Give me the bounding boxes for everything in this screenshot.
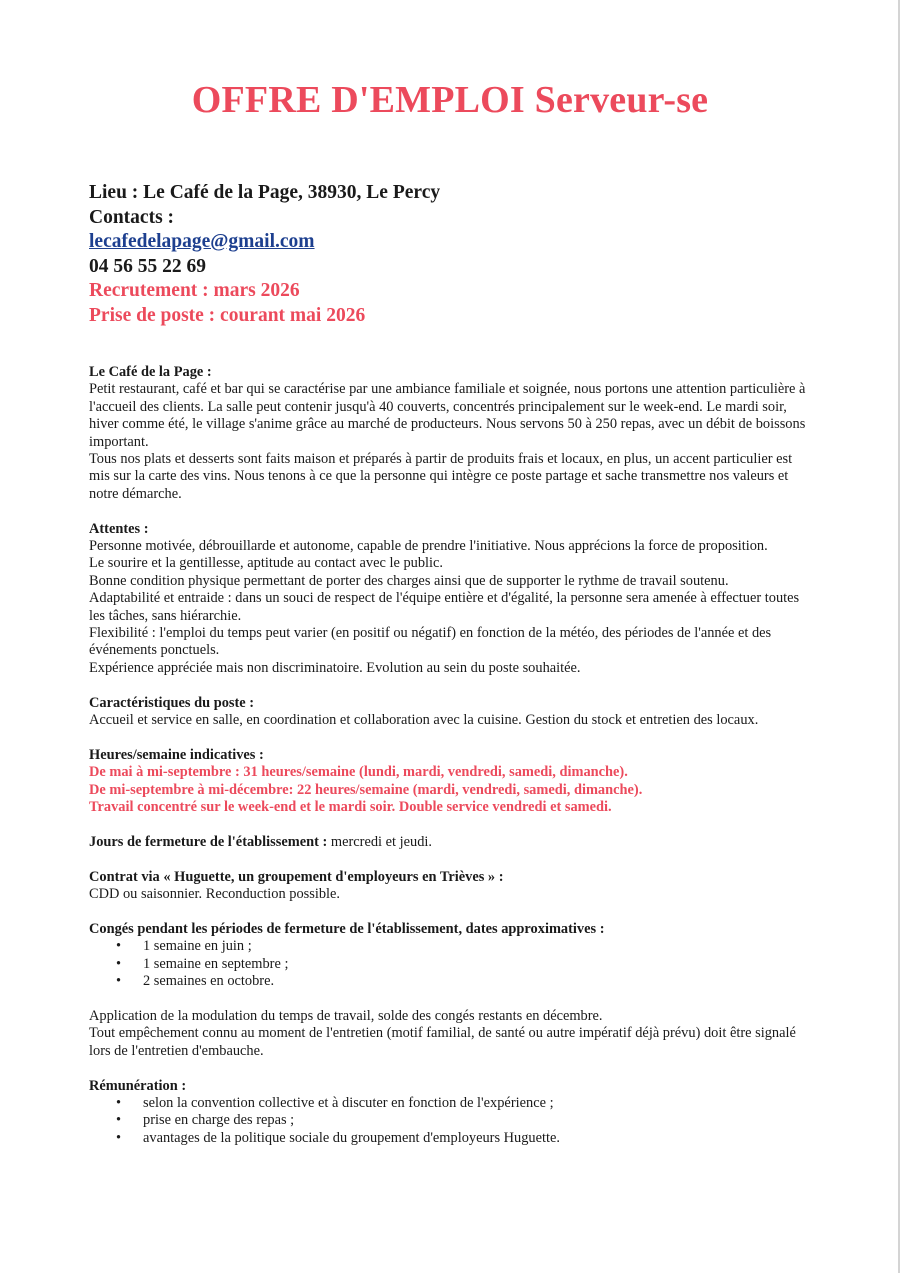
- contacts-label: Contacts :: [89, 206, 175, 228]
- heures-line: De mi-septembre à mi-décembre: 22 heures/semaine (mardi, vendredi, samedi, dimanche).: [89, 781, 643, 798]
- remuneration-heading: Rémunération :: [89, 1077, 187, 1094]
- cafe-paragraph-1: Petit restaurant, café et bar qui se caractérise par une ambiance familiale et soignée, nous portons une attention particulière à l'accueil des clients. La salle peut contenir jusqu'à 40 couverts, concentrés principalement sur le week-end. Le mardi soir, hiver comme été, le village s'anime grâce au marché de producteurs. Nous servons 50 à 250 repas, avec un débit de boissons important.: [89, 381, 806, 450]
- contrat-heading: Contrat via « Huguette, un groupement d'employeurs en Trièves » :: [89, 868, 504, 885]
- lieu-line: Lieu : Le Café de la Page, 38930, Le Percy: [89, 182, 441, 203]
- list-item: • 1 semaine en juin ;: [89, 938, 815, 955]
- header-block: [89, 181, 809, 328]
- list-item: • 1 semaine en septembre ;: [89, 956, 815, 973]
- email-link[interactable]: lecafedelapage@gmail.com: [89, 231, 315, 252]
- list-item: • prise en charge des repas ;: [89, 1112, 815, 1129]
- cafe-paragraph-2: Tous nos plats et desserts sont faits maison et préparés à partir de produits frais et locaux, en plus, un accent particulier est mis sur la carte des vins. Nous tenons à ce que la personne qui intègre ce poste partage et sache transmettre nos valeurs et notre démarche.: [89, 451, 793, 502]
- fermeture-value: mercredi et jeudi.: [327, 833, 433, 850]
- fermeture-line: [89, 834, 815, 851]
- attentes-line: Le sourire et la gentillesse, aptitude au contact avec le public.: [89, 555, 444, 572]
- fermeture-label: Jours de fermeture de l'établissement :: [89, 833, 328, 850]
- page-title: OFFRE D'EMPLOI Serveur-se: [191, 79, 709, 121]
- list-item: • avantages de la politique sociale du groupement d'employeurs Huguette.: [89, 1130, 815, 1147]
- cafe-heading: Le Café de la Page :: [89, 364, 212, 380]
- caracteristiques-text: Accueil et service en salle, en coordination et collaboration avec la cuisine. Gestion du stock et entretien des locaux.: [89, 712, 759, 729]
- offer-body: [89, 364, 815, 1147]
- contrat-text: CDD ou saisonnier. Reconduction possible.: [89, 886, 341, 903]
- attentes-line: Expérience appréciée mais non discriminatoire. Evolution au sein du poste souhaitée.: [89, 659, 581, 676]
- remuneration-list: [89, 1095, 815, 1147]
- attentes-line: Bonne condition physique permettant de porter des charges ainsi que de supporter le rythme de travail soutenu.: [89, 572, 729, 589]
- attentes-heading: Attentes :: [89, 520, 149, 537]
- heures-line: De mai à mi-septembre : 31 heures/semaine (lundi, mardi, vendredi, samedi, dimanche).: [89, 764, 628, 781]
- prise-de-poste-line: Prise de poste : courant mai 2026: [89, 304, 366, 326]
- attentes-line: Flexibilité : l'emploi du temps peut varier (en positif ou négatif) en fonction de la météo, des périodes de l'année et des événements ponctuels.: [89, 625, 772, 659]
- attentes-line: Adaptabilité et entraide : dans un souci de respect de l'équipe entière et d'égalité, la personne sera amenée à effectuer toutes les tâches, sans hiérarchie.: [89, 590, 800, 624]
- conges-paragraph-1: Application de la modulation du temps de travail, solde des congés restants en décembre.: [89, 1007, 603, 1024]
- list-item: • selon la convention collective et à discuter en fonction de l'expérience ;: [89, 1095, 815, 1112]
- conges-heading: Congés pendant les périodes de fermeture de l'établissement, dates approximatives :: [89, 920, 605, 937]
- conges-list: [89, 938, 815, 990]
- heures-heading: Heures/semaine indicatives :: [89, 746, 264, 763]
- list-item: • 2 semaines en octobre.: [89, 973, 815, 990]
- phone-number: 04 56 55 22 69: [89, 255, 206, 277]
- attentes-line: Personne motivée, débrouillarde et autonome, capable de prendre l'initiative. Nous apprécions la force de proposition.: [89, 538, 768, 555]
- conges-paragraph-2: Tout empêchement connu au moment de l'entretien (motif familial, de santé ou autre impératif déjà prévu) doit être signalé lors de l'entretien d'embauche.: [89, 1025, 796, 1059]
- heures-line: Travail concentré sur le week-end et le mardi soir. Double service vendredi et samedi.: [89, 799, 612, 816]
- caracteristiques-heading: Caractéristiques du poste :: [89, 694, 255, 711]
- recrutement-line: Recrutement : mars 2026: [89, 280, 300, 301]
